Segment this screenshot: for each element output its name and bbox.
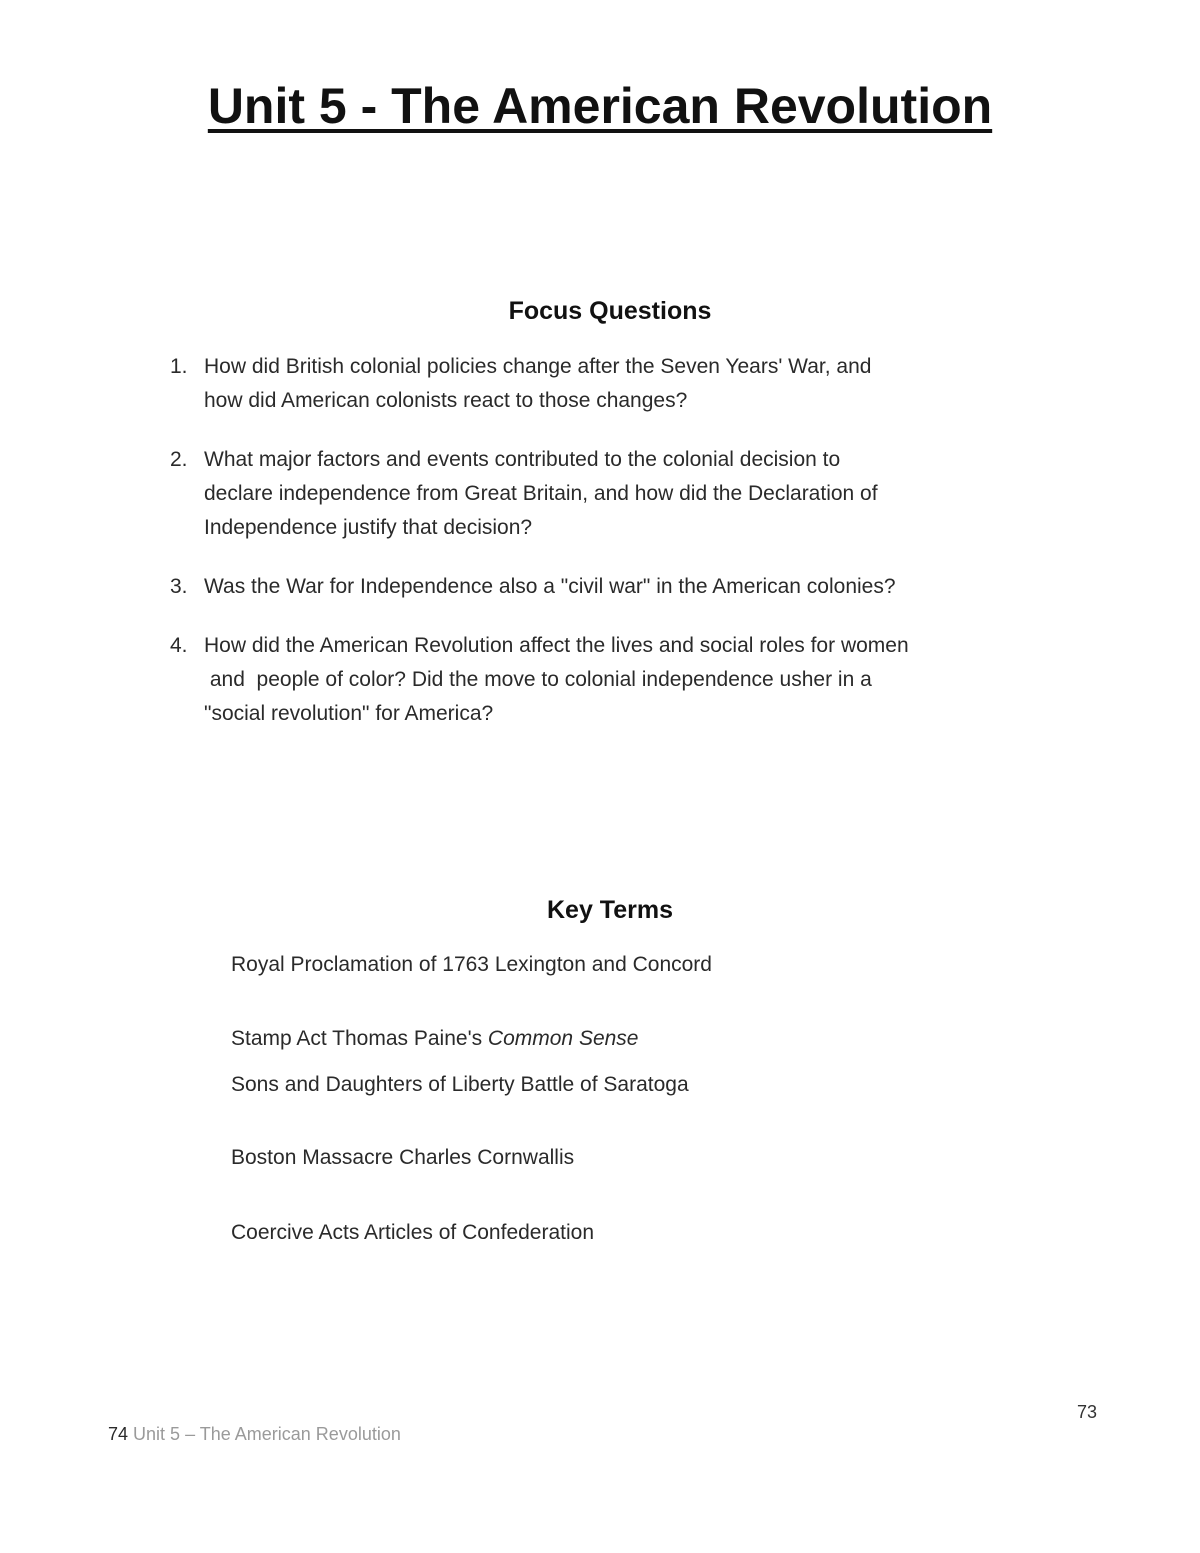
question-line: how did American colonists react to those changes? <box>204 389 688 412</box>
focus-question <box>168 629 1028 731</box>
page-number: 73 <box>1077 1402 1098 1422</box>
question-line: and people of color? Did the move to colonial independence usher in a <box>204 668 872 691</box>
question-number: 2. <box>170 448 188 471</box>
key-term-row <box>231 1070 689 1100</box>
footer-text: Unit 5 – The American Revolution <box>133 1424 401 1444</box>
focus-question <box>168 570 1028 604</box>
question-line: declare independence from Great Britain, and how did the Declaration of <box>204 482 878 505</box>
key-term-text: Sons and Daughters of Liberty Battle of Saratoga <box>231 1073 689 1096</box>
focus-questions-list <box>168 350 1028 731</box>
focus-question <box>168 350 1028 418</box>
question-line: Was the War for Independence also a "civil war" in the American colonies? <box>204 575 896 598</box>
page-title <box>0 76 1200 136</box>
question-line: "social revolution" for America? <box>204 702 494 725</box>
key-term-italic: Common Sense <box>487 1027 639 1050</box>
question-number: 3. <box>170 575 188 598</box>
focus-questions-heading: Focus Questions <box>508 297 712 325</box>
footer-page-number: 74 <box>108 1424 129 1444</box>
page-title-text: Unit 5 - The American Revolution <box>207 78 993 134</box>
focus-question <box>168 443 1028 545</box>
key-term-text: Coercive Acts Articles of Confederation <box>231 1221 595 1244</box>
question-line: How did British colonial policies change after the Seven Years' War, and <box>204 355 872 378</box>
question-line: What major factors and events contributed to the colonial decision to <box>204 448 841 471</box>
page-footer <box>108 1422 401 1446</box>
question-line: How did the American Revolution affect the lives and social roles for women <box>204 634 909 657</box>
question-number: 1. <box>170 355 188 378</box>
question-line: Independence justify that decision? <box>204 516 533 539</box>
key-term-row <box>231 1218 594 1248</box>
key-term-row <box>231 950 712 980</box>
question-number: 4. <box>170 634 188 657</box>
key-term-row <box>231 1024 639 1054</box>
key-term-text: Boston Massacre Charles Cornwallis <box>231 1146 575 1169</box>
key-term-text: Stamp Act Thomas Paine's <box>231 1027 488 1050</box>
key-terms-heading: Key Terms <box>547 896 673 924</box>
key-term-row <box>231 1143 574 1173</box>
key-term-text: Royal Proclamation of 1763 Lexington and Concord <box>231 953 712 976</box>
